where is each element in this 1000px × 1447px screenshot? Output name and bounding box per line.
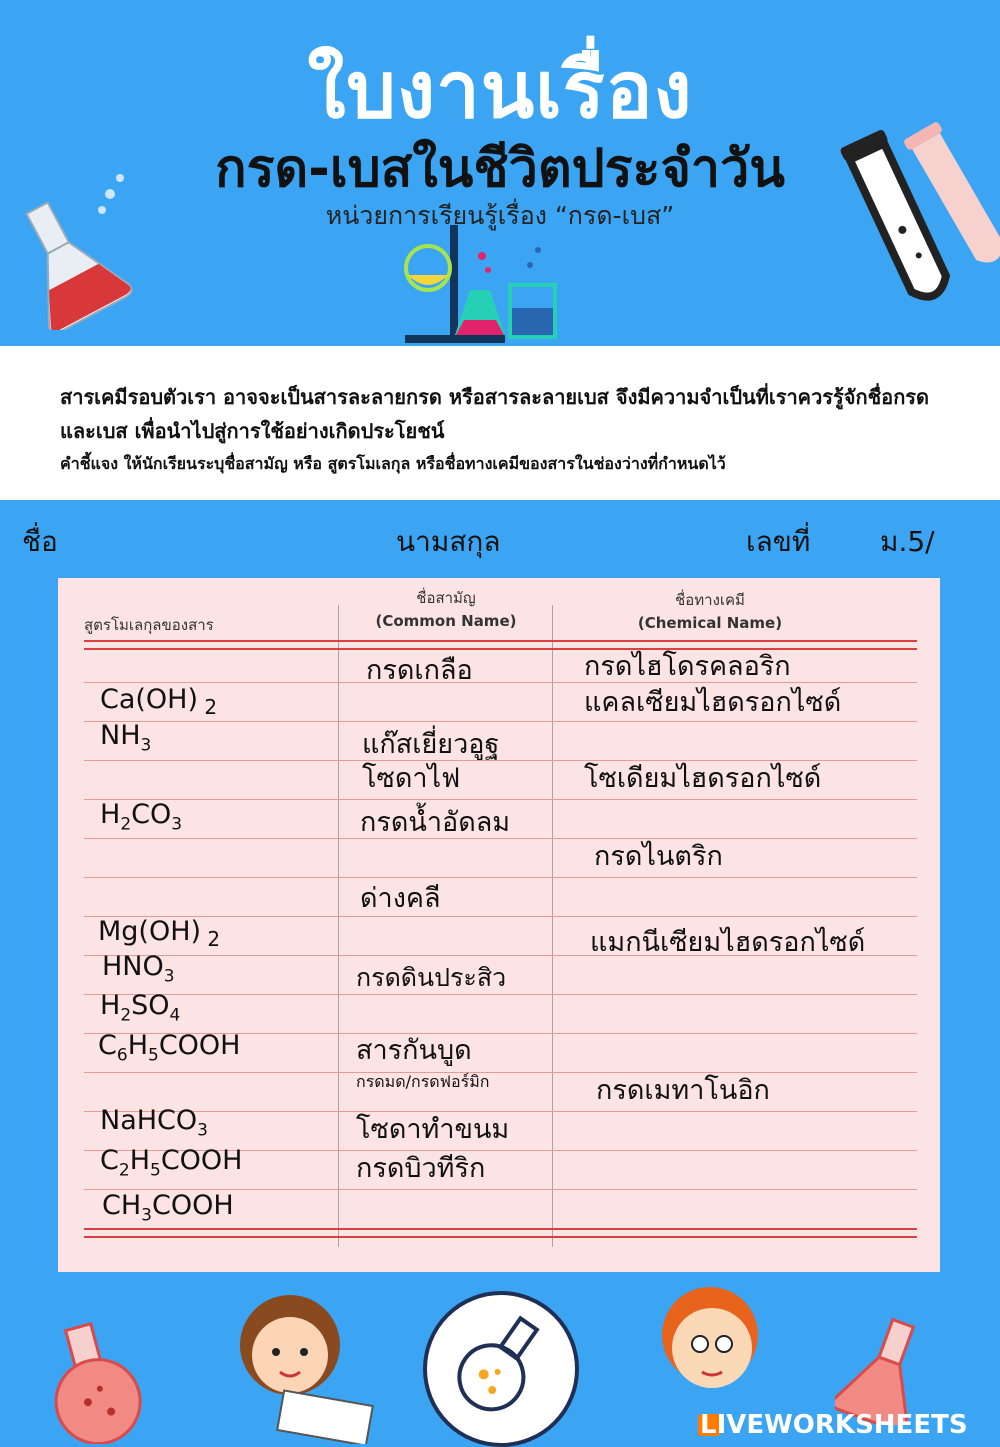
common-name-cell: โซดาไฟ — [362, 763, 461, 794]
name-label: ชื่อ — [22, 525, 58, 558]
formula-cell: $HNO_3$ — [102, 951, 175, 987]
chemical-name-cell: โซเดียมไฮดรอกไซด์ — [584, 763, 822, 794]
girl-reading-icon — [210, 1290, 380, 1444]
chemical-name-cell: กรดไนตริก — [594, 841, 723, 872]
common-name-cell: กรดดินประสิว — [356, 963, 507, 992]
flask-icon — [450, 1310, 550, 1420]
page-title: ใบงานเรื่อง — [307, 46, 693, 136]
common-name-cell: กรดบิวทีริก — [356, 1153, 486, 1184]
class-label: ม.5/ — [880, 525, 935, 558]
formula-cell: $H_2CO_3$ — [100, 799, 183, 835]
row-rule — [84, 877, 917, 878]
number-label: เลขที่ — [746, 525, 811, 558]
header-rule — [84, 648, 917, 650]
formula-cell: $C_6H_5COOH$ — [98, 1030, 241, 1066]
chemical-name-header-th: ชื่อทางเคมี — [675, 591, 745, 609]
boy-reading-icon — [640, 1280, 780, 1410]
chemical-name-cell: กรดไฮโดรคลอริก — [584, 651, 791, 682]
common-name-cell: กรดน้ำอัดลม — [360, 807, 511, 838]
footer-rule — [84, 1228, 917, 1230]
common-name-cell: กรดมด/กรดฟอร์มิก — [356, 1072, 490, 1091]
common-name-header-en: (Common Name) — [375, 612, 517, 630]
formula-cell: Ca(OH) $_2$ — [100, 684, 218, 719]
instruction-text: คำชี้แจง ให้นักเรียนระบุชื่อสามัญ หรือ สูตรโมเลกุล หรือชื่อทางเคมีของสารในช่องว่างที่กำหนดไว้ — [60, 454, 726, 473]
common-name-cell: สารกันบูด — [356, 1035, 472, 1066]
formula-cell: $NH_3$ — [100, 720, 152, 756]
flask-icon — [40, 1320, 150, 1444]
formula-cell: $H_2SO_4$ — [100, 990, 181, 1026]
row-rule — [84, 1072, 917, 1073]
common-name-cell: กรดเกลือ — [366, 655, 473, 686]
common-name-cell: ด่างคลี — [360, 883, 441, 914]
formula-column-header: สูตรโมเลกุลของสาร — [84, 616, 214, 634]
formula-cell: $CH_3COOH$ — [102, 1190, 234, 1226]
common-name-cell: โซดาทำขนม — [356, 1114, 510, 1145]
footer-rule — [84, 1236, 917, 1238]
formula-cell: Mg(OH) $_2$ — [98, 916, 221, 951]
flask-icon — [835, 1315, 935, 1425]
common-name-cell: แก๊สเยี่ยวอูฐ — [362, 729, 500, 760]
header-rule — [84, 640, 917, 642]
formula-cell: NaHCO$_3$ — [100, 1105, 208, 1141]
common-name-header-th: ชื่อสามัญ — [416, 589, 476, 607]
surname-label: นามสกุล — [396, 525, 501, 558]
chemical-name-cell: กรดเมทาโนอิก — [596, 1075, 770, 1106]
chemical-name-cell: แคลเซียมไฮดรอกไซด์ — [584, 687, 842, 718]
unit-label: หน่วยการเรียนรู้เรื่อง “กรด-เบส” — [325, 201, 675, 230]
liveworksheets-brand: LIVEWORKSHEETS — [700, 1410, 968, 1440]
page-subtitle: กรด-เบสในชีวิตประจำวัน — [215, 139, 785, 199]
intro-paragraph: สารเคมีรอบตัวเรา อาจจะเป็นสารละลายกรด หรือสารละลายเบส จึงมีความจำเป็นที่เราควรรู้จักชื่อกรดและเบส เพื่อนำไปสู่การใช้อย่างเกิดประโยชน์ — [60, 385, 930, 443]
chemical-name-cell: แมกนีเซียมไฮดรอกไซด์ — [590, 927, 866, 958]
chemical-name-header-en: (Chemical Name) — [637, 614, 783, 632]
lab-stand-icon — [400, 220, 570, 345]
formula-cell: $C_2H_5COOH$ — [100, 1145, 243, 1181]
